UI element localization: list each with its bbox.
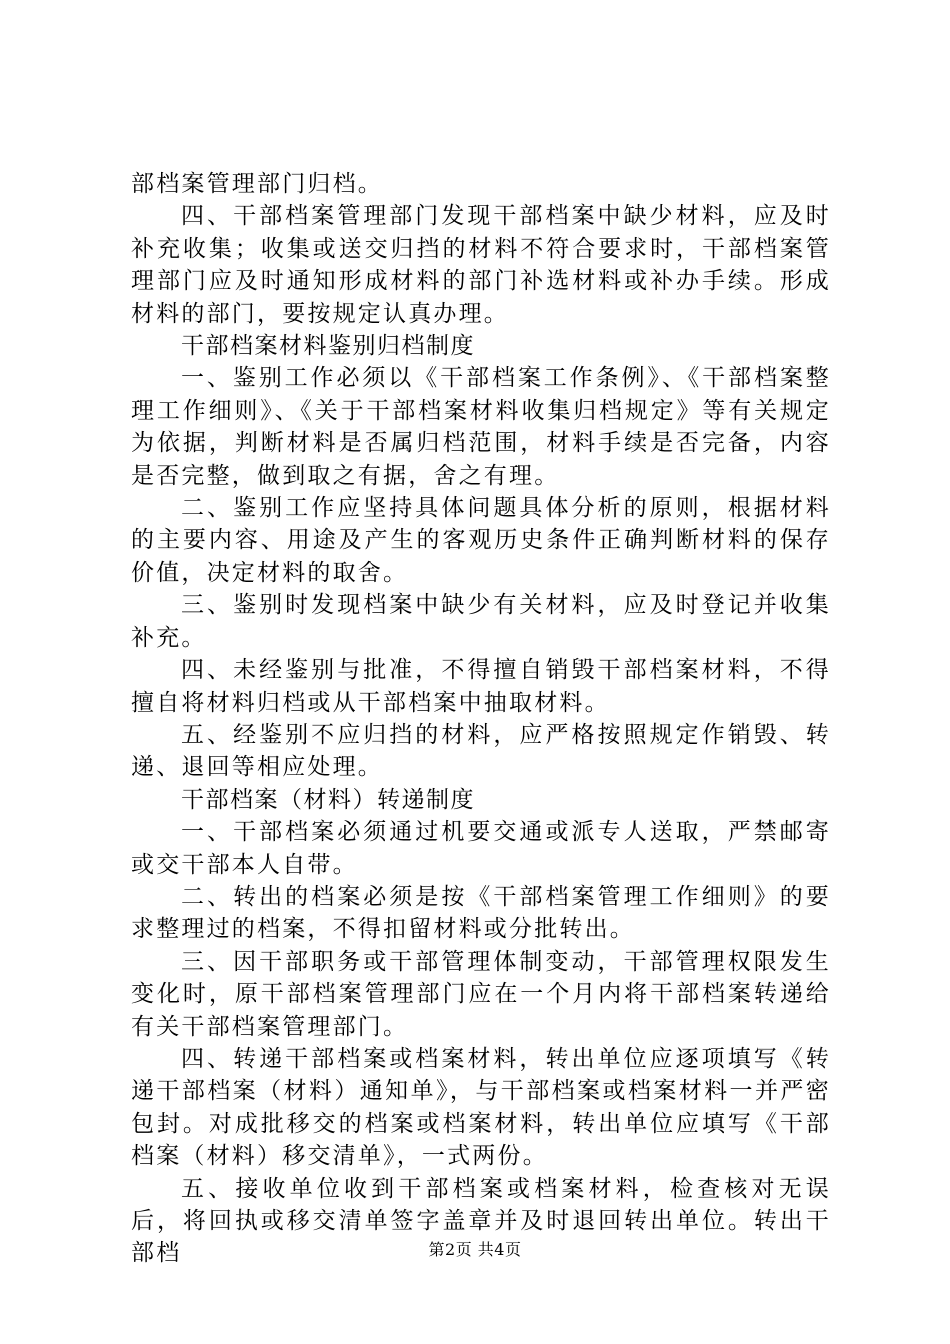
page-number-footer: 第2页 共4页: [428, 1240, 522, 1259]
paragraph: 三、因干部职务或干部管理体制变动，干部管理权限发生变化时，原干部档案管理部门应在一个月内将干部档案转递给有关干部档案管理部门。: [131, 948, 831, 1040]
paragraph: 二、转出的档案必须是按《干部档案管理工作细则》的要求整理过的档案，不得扣留材料或分批转出。: [131, 883, 831, 943]
paragraph: 五、经鉴别不应归挡的材料，应严格按照规定作销毁、转递、退回等相应处理。: [131, 721, 831, 781]
section-heading: 干部档案（材料）转递制度: [181, 786, 475, 813]
document-body: [131, 168, 831, 1270]
section-heading: 干部档案材料鉴别归档制度: [181, 333, 475, 360]
paragraph: 五、接收单位收到干部档案或档案材料，检查核对无误后，将回执或移交清单签字盖章并及时退回转出单位。转出干部档: [131, 1175, 831, 1267]
paragraph: 三、鉴别时发现档案中缺少有关材料，应及时登记并收集补充。: [131, 592, 831, 651]
paragraph: 二、鉴别工作应坚持具体问题具体分析的原则，根据材料的主要内容、用途及产生的客观历史条件正确判断材料的保存价值，决定材料的取舍。: [131, 495, 831, 586]
paragraph: 四、干部档案管理部门发现干部档案中缺少材料，应及时补充收集；收集或送交归挡的材料不符合要求时，干部档案管理部门应及时通知形成材料的部门补选材料或补办手续。形成材料的部门，要按规定认真办理。: [131, 203, 831, 327]
paragraph: 四、转递干部档案或档案材料，转出单位应逐项填写《转递干部档案（材料）通知单》，与干部档案或档案材料一并严密包封。对成批移交的档案或档案材料，转出单位应填写《干部档案（材料）移交清单》，一式两份。: [131, 1045, 831, 1170]
paragraph: 一、鉴别工作必须以《干部档案工作条例》、《干部档案整理工作细则》、《关于干部档案材料收集归档规定》等有关规定为依据，判断材料是否属归档范围，材料手续是否完备，内容是否完整，做到取之有据，舍之有理。: [131, 365, 831, 489]
paragraph: 四、未经鉴别与批准，不得擅自销毁干部档案材料，不得擅自将材料归档或从干部档案中抽取材料。: [131, 657, 831, 716]
paragraph: 一、干部档案必须通过机要交通或派专人送取，严禁邮寄或交干部本人自带。: [131, 819, 831, 878]
paragraph-continued: 部档案管理部门归档。: [131, 171, 383, 197]
